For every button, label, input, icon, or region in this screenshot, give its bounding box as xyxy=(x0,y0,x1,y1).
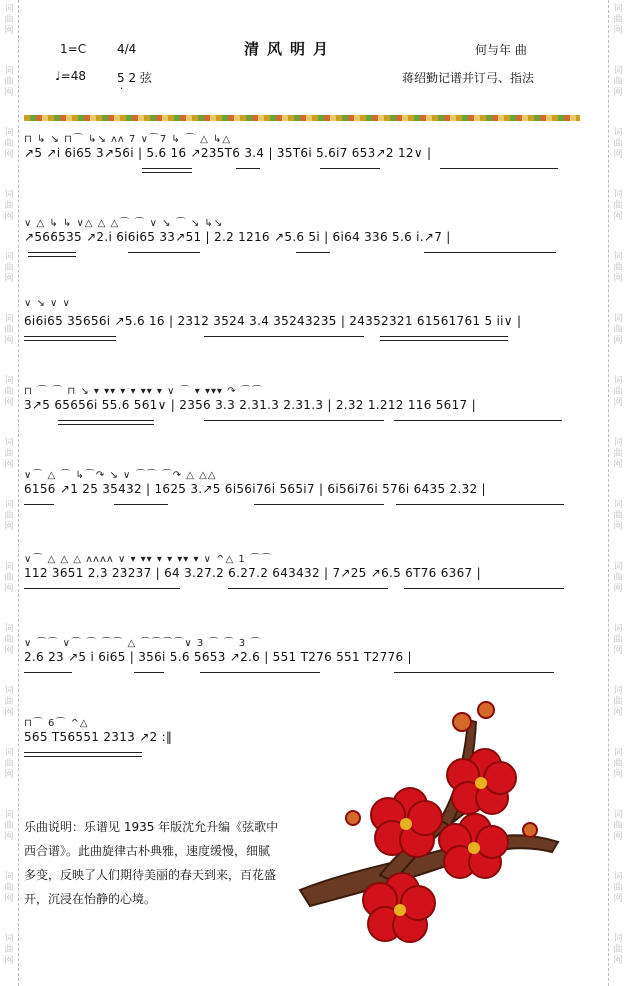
beam-line xyxy=(228,588,388,589)
beam-line xyxy=(236,168,260,169)
composer-credit: 何与年 曲 xyxy=(475,43,527,57)
key-signature: 1=C xyxy=(60,42,87,56)
decorative-divider xyxy=(24,115,580,121)
right-watermark-column xyxy=(608,0,627,986)
bowing-marks: ∨⌒ △ ⌒ ↳⌒↷ ↘ ∨ ⌒⌒ ⌒↷ △ △△ xyxy=(24,470,217,481)
jianpu-notes: ↗566535 ↗2.i 6i6i65 33↗51 | 2.2 1216 ↗5.6 5i | 6i64 336 5.6 i.↗7 | xyxy=(24,230,451,244)
beam-line xyxy=(58,424,154,425)
beam-line xyxy=(204,336,364,337)
watermark-glyph: 词 曲 网 xyxy=(613,66,623,98)
beam-line xyxy=(24,504,54,505)
beam-line xyxy=(24,756,142,757)
score-line xyxy=(24,128,580,180)
string-tuning xyxy=(117,69,152,95)
score-line xyxy=(24,296,580,348)
beam-line xyxy=(440,168,558,169)
watermark-glyph: 词 曲 网 xyxy=(4,748,14,780)
watermark-glyph: 词 曲 网 xyxy=(4,314,14,346)
flower-bud xyxy=(478,702,494,718)
watermark-glyph: 词 曲 网 xyxy=(613,4,623,36)
watermark-glyph: 词 曲 网 xyxy=(4,4,14,36)
beam-line xyxy=(254,504,384,505)
jianpu-notes: 3↗5 65656i 55.6 561∨ | 2356 3.3 2.31.3 2.31.3 | 2.32 1.212 116 5617 | xyxy=(24,398,476,412)
watermark-glyph: 词 曲 网 xyxy=(4,562,14,594)
bowing-marks: ⊓ ⌒ ⌒ ⊓ ↘ ▾ ▾▾ ▾ ▾ ▾▾ ▾ ∨ ⌒ ▾ ▾▾▾ ↷ ⌒⌒ xyxy=(24,386,263,397)
low-octave-dot: · xyxy=(120,84,124,95)
watermark-glyph: 词 曲 网 xyxy=(613,376,623,408)
beam-line xyxy=(134,672,164,673)
arranger-credit: 蒋绍勤记谱并订弓、指法 xyxy=(402,71,535,85)
bowing-marks: ⊓⌒ 6⌒ ^△ xyxy=(24,718,89,729)
beam-line xyxy=(114,504,168,505)
flower-bud xyxy=(453,713,471,731)
tempo-marking: ♩=48 xyxy=(55,69,86,83)
watermark-glyph: 词 曲 网 xyxy=(613,562,623,594)
beam-line xyxy=(58,420,154,421)
bowing-marks: ∨ ⌒⌒ ∨⌒ ⌒ ⌒⌒ △ ⌒⌒⌒⌒∨ 3 ⌒ ⌒ 3 ⌒ xyxy=(24,638,262,649)
watermark-glyph: 词 曲 网 xyxy=(613,872,623,904)
beam-line xyxy=(24,588,180,589)
beam-line xyxy=(396,504,564,505)
watermark-glyph: 词 曲 网 xyxy=(613,314,623,346)
watermark-glyph: 词 曲 网 xyxy=(4,500,14,532)
watermark-glyph: 词 曲 网 xyxy=(4,872,14,904)
watermark-glyph: 词 曲 网 xyxy=(4,934,14,966)
bowing-marks: ∨ ↘ ∨ ∨ xyxy=(24,298,71,309)
beam-line xyxy=(24,340,116,341)
song-description: 乐曲说明：乐谱见 1935 年版沈允升编《弦歌中西合谱》。此曲旋律古朴典雅，速度缓慢，细腻多变，反映了人们期待美丽的春天到来，百花盛开，沉浸在怡静的心境。 xyxy=(24,820,279,906)
beam-line xyxy=(320,168,380,169)
jianpu-notes: 2.6 23 ↗5 i 6i65 | 356i 5.6 5653 ↗2.6 | 551 T276 551 T2776 | xyxy=(24,650,412,664)
beam-line xyxy=(200,672,320,673)
beam-line xyxy=(380,340,508,341)
watermark-glyph: 词 曲 网 xyxy=(4,624,14,656)
beam-line xyxy=(142,172,192,173)
string-tuning-label: 5 2 弦 xyxy=(117,71,152,85)
watermark-glyph: 词 曲 网 xyxy=(613,748,623,780)
watermark-glyph: 词 曲 网 xyxy=(613,500,623,532)
score-line xyxy=(24,548,580,600)
time-signature: 4/4 xyxy=(117,42,137,56)
jianpu-notes: 112 3651 2.3 23237 | 64 3.27.2 6.27.2 643432 | 7↗25 ↗6.5 6T76 6367 | xyxy=(24,566,481,580)
blossom xyxy=(447,749,516,814)
watermark-glyph: 词 曲 网 xyxy=(4,128,14,160)
beam-line xyxy=(404,588,564,589)
watermark-glyph: 词 曲 网 xyxy=(613,128,623,160)
beam-line xyxy=(24,672,72,673)
watermark-glyph: 词 曲 网 xyxy=(4,810,14,842)
beam-line xyxy=(28,252,76,253)
watermark-glyph: 词 曲 网 xyxy=(613,438,623,470)
beam-line xyxy=(24,336,116,337)
score-line xyxy=(24,464,580,516)
jianpu-notes: 565 T56551 2313 ↗2 :‖ xyxy=(24,730,173,744)
watermark-glyph: 词 曲 网 xyxy=(613,252,623,284)
watermark-glyph: 词 曲 网 xyxy=(4,376,14,408)
watermark-glyph: 词 曲 网 xyxy=(613,810,623,842)
watermark-glyph: 词 曲 网 xyxy=(613,624,623,656)
bowing-marks: ∨⌒ △ △ △ ᴧᴧᴧᴧ ∨ ▾ ▾▾ ▾ ▾ ▾▾ ▾ ∨ ^△ 1 ⌒⌒ xyxy=(24,554,272,565)
beam-line xyxy=(424,252,556,253)
watermark-glyph: 词 曲 网 xyxy=(4,66,14,98)
watermark-glyph: 词 曲 网 xyxy=(613,686,623,718)
beam-line xyxy=(204,420,384,421)
jianpu-notes: ↗5 ↗i 6i65 3↗56i | 5.6 16 ↗235T6 3.4 | 35T6i 5.6i7 653↗2 12∨ | xyxy=(24,146,432,160)
score-line xyxy=(24,212,580,264)
beam-line xyxy=(24,752,142,753)
watermark-glyph: 词 曲 网 xyxy=(4,190,14,222)
jianpu-notes: 6156 ↗1 25 35432 | 1625 3.↗5 6i56i76i 565i7 | 6i56i76i 576i 6435 2.32 | xyxy=(24,482,486,496)
page-title: 清风明月 xyxy=(244,40,337,58)
jianpu-notes: 6i6i65 35656i ↗5.6 16 | 2312 3524 3.4 35243235 | 24352321 61561761 5 ii∨ | xyxy=(24,314,522,328)
beam-line xyxy=(296,252,330,253)
watermark-glyph: 词 曲 网 xyxy=(613,934,623,966)
beam-line xyxy=(142,168,192,169)
watermark-glyph: 词 曲 网 xyxy=(4,438,14,470)
score-line xyxy=(24,380,580,432)
watermark-glyph: 词 曲 网 xyxy=(4,252,14,284)
score-line xyxy=(24,632,580,684)
plum-blossom-illustration xyxy=(290,700,590,950)
beam-line xyxy=(380,336,508,337)
blossom xyxy=(363,873,435,942)
beam-line xyxy=(394,672,554,673)
bowing-marks: ∨ △ ↳ ↳ ∨△ △ △⌒ ⌒ ∨ ↘ ⌒ ↘ ↳↘ xyxy=(24,218,224,229)
flower-bud xyxy=(523,823,537,837)
left-watermark-column xyxy=(0,0,19,986)
beam-line xyxy=(394,420,562,421)
blossom xyxy=(371,788,442,857)
beam-line xyxy=(28,256,76,257)
watermark-glyph: 词 曲 网 xyxy=(613,190,623,222)
watermark-glyph: 词 曲 网 xyxy=(4,686,14,718)
bowing-marks: ⊓ ↳ ↘ ⊓⌒ ↳↘ ᴧᴧ 7 ∨⌒7 ↳ ⌒ △ ↳△ xyxy=(24,134,232,145)
flower-bud xyxy=(346,811,360,825)
beam-line xyxy=(128,252,200,253)
